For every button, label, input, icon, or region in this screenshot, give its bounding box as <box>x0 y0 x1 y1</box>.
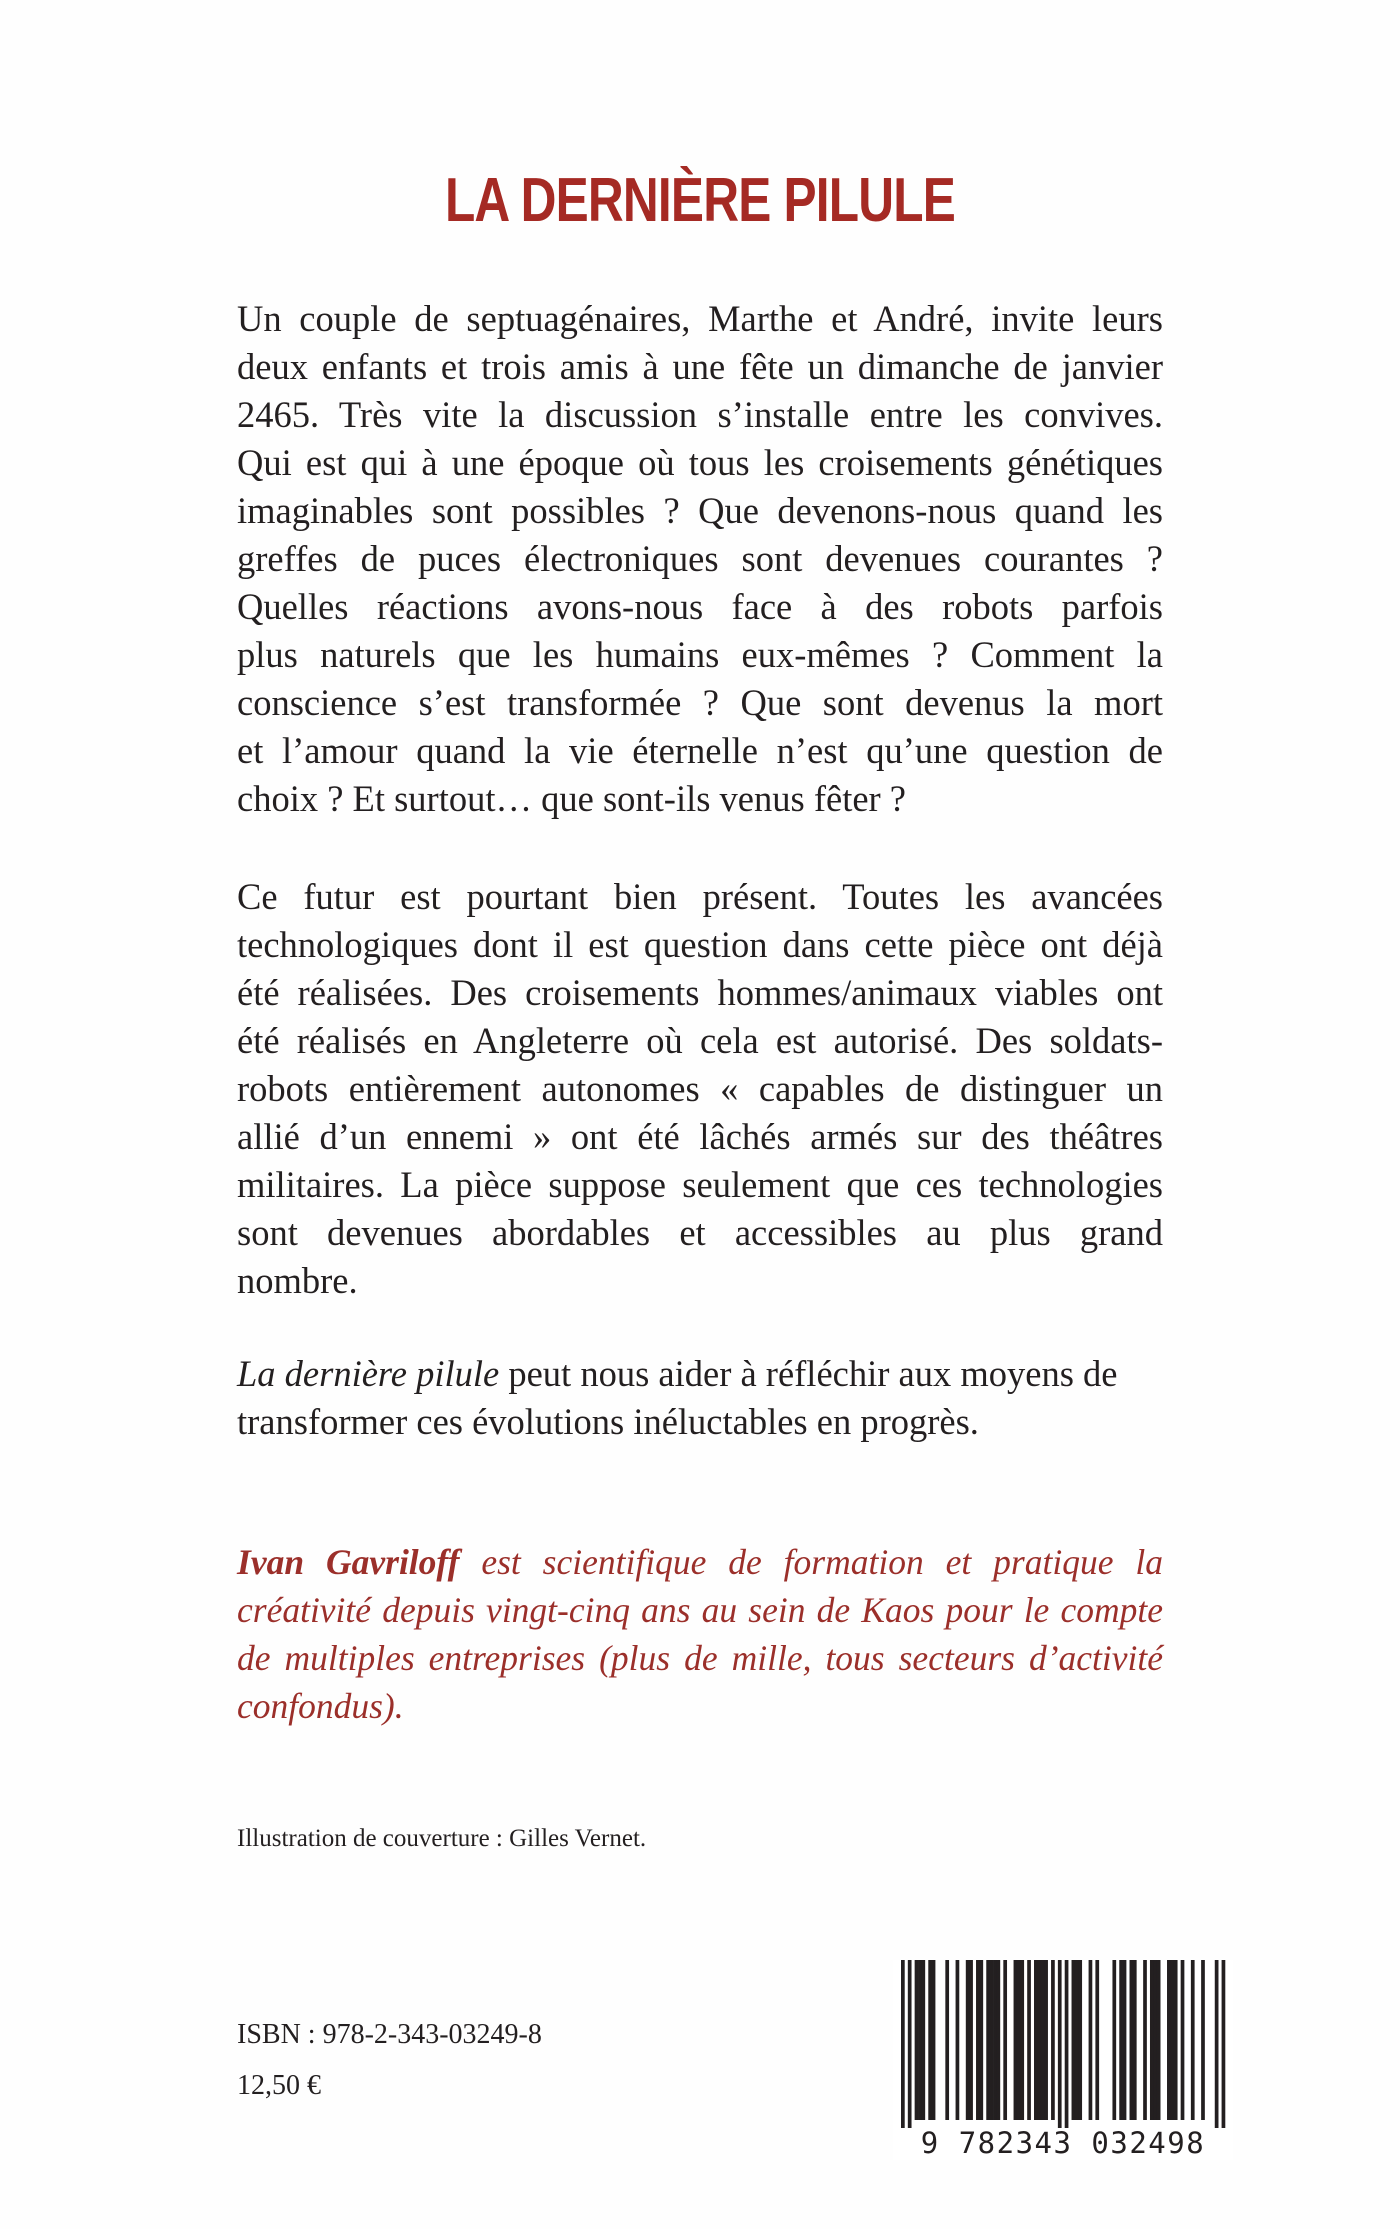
barcode-bar <box>1089 1960 1093 2120</box>
barcode-bar <box>1123 1960 1127 2120</box>
text-line: Un couple de septuagénaires, Marthe et André, invite leurs <box>237 298 1163 339</box>
barcode-digits: 9 782343 032498 <box>920 2126 1206 2160</box>
text-line: plus naturels que les humains eux-mêmes ? Comment la <box>237 634 1163 675</box>
text-line: deux enfants et trois amis à une fête un dimanche de janvier <box>237 346 1163 387</box>
book-title-italic: La dernière pilule <box>237 1353 500 1394</box>
barcode-bar <box>1150 1960 1154 2120</box>
text-line: conscience s’est transformée ? Que sont devenus la mort <box>237 682 1163 723</box>
barcode-bar <box>969 1960 973 2120</box>
text-line: 2465. Très vite la discussion s’installe entre les convives. <box>237 394 1163 435</box>
barcode-bar <box>945 1960 949 2120</box>
text-line: créativité depuis vingt-cinq ans au sein de Kaos pour le compte <box>237 1590 1163 1630</box>
text-line: sont devenues abordables et accessibles au plus grand <box>237 1212 1163 1253</box>
barcode-bar <box>1058 1960 1062 2128</box>
synopsis-paragraph-3 <box>237 1350 1163 1446</box>
barcode-bar <box>1003 1960 1007 2120</box>
text-line: été réalisés en Angleterre où cela est autorisé. Des soldats- <box>237 1020 1163 1061</box>
barcode-bar <box>1078 1960 1082 2120</box>
barcode-bar <box>966 1960 970 2120</box>
barcode-bar <box>1167 1960 1171 2120</box>
barcode-bar <box>956 1960 960 2120</box>
barcode-bar <box>1215 1960 1219 2128</box>
barcode-bar <box>1034 1960 1038 2120</box>
text-line: imaginables sont possibles ? Que devenons-nous quand les <box>237 490 1163 531</box>
text-line <box>237 1538 1163 1586</box>
barcode-bar <box>1143 1960 1147 2120</box>
text-line: allié d’un ennemi » ont été lâchés armés sur des théâtres <box>237 1116 1163 1157</box>
illustration-credit: Illustration de couverture : Gilles Vernet. <box>237 1825 647 1852</box>
barcode-bar <box>1051 1960 1055 2120</box>
text-segment: peut nous aider à réfléchir aux moyens de <box>499 1353 1118 1394</box>
text-line: confondus). <box>237 1686 404 1726</box>
text-line: été réalisées. Des croisements hommes/animaux viables ont <box>237 972 1163 1013</box>
text-line <box>237 1350 1163 1398</box>
text-line: de multiples entreprises (plus de mille, tous secteurs d’activité <box>237 1638 1163 1678</box>
barcode-bar <box>921 1960 925 2120</box>
barcode <box>893 1960 1233 2160</box>
book-title: LA DERNIÈRE PILULE <box>444 166 956 235</box>
barcode-bar <box>1170 1960 1174 2120</box>
barcode-bar <box>990 1960 994 2120</box>
text-line: Ce futur est pourtant bien présent. Toutes les avancées <box>237 876 1163 917</box>
barcode-bar <box>1181 1960 1185 2120</box>
text-segment: est scientifique de formation et pratique la <box>459 1542 1163 1582</box>
barcode-bar <box>901 1960 905 2128</box>
barcode-bar <box>1153 1960 1157 2120</box>
barcode-bar <box>915 1960 919 2120</box>
text-line: robots entièrement autonomes « capables de distinguer un <box>237 1068 1163 1109</box>
barcode-bar <box>1201 1960 1205 2120</box>
text-line: Quelles réactions avons-nous face à des robots parfois <box>237 586 1163 627</box>
barcode-bar <box>993 1960 997 2120</box>
barcode-bar <box>1017 1960 1021 2120</box>
barcode-bar <box>1157 1960 1161 2120</box>
barcode-bar <box>979 1960 983 2120</box>
barcode-bar <box>1020 1960 1024 2120</box>
barcode-bar <box>1095 1960 1099 2120</box>
synopsis-paragraph-1 <box>237 295 1163 823</box>
barcode-bar <box>932 1960 936 2120</box>
barcode-bar <box>928 1960 932 2120</box>
barcode-bar <box>1037 1960 1041 2120</box>
barcode-bar <box>1222 1960 1226 2128</box>
barcode-bar <box>1072 1960 1076 2120</box>
text-line: et l’amour quand la vie éternelle n’est qu’une question de <box>237 730 1163 771</box>
barcode-bars-icon <box>893 1960 1233 2128</box>
text-line: Qui est qui à une époque où tous les croisements génétiques <box>237 442 1163 483</box>
text-line: militaires. La pièce suppose seulement que ces technologies <box>237 1164 1163 1205</box>
barcode-bar <box>976 1960 980 2120</box>
barcode-bar <box>1112 1960 1116 2120</box>
barcode-bar <box>1044 1960 1048 2120</box>
barcode-bar <box>1014 1960 1018 2120</box>
text-line: technologiques dont il est question dans cette pièce ont déjà <box>237 924 1163 965</box>
barcode-bar <box>1119 1960 1123 2120</box>
barcode-bar <box>908 1960 912 2128</box>
author-name: Ivan Gavriloff <box>237 1542 460 1582</box>
barcode-bar <box>918 1960 922 2120</box>
barcode-bar <box>1191 1960 1195 2120</box>
author-bio <box>237 1538 1163 1730</box>
barcode-bar <box>1027 1960 1031 2120</box>
barcode-bar <box>1075 1960 1079 2120</box>
text-line: greffes de puces électroniques sont devenues courantes ? <box>237 538 1163 579</box>
barcode-bar <box>1041 1960 1045 2120</box>
text-line: choix ? Et surtout… que sont-ils venus fêter ? <box>237 778 907 819</box>
barcode-bar <box>996 1960 1000 2120</box>
isbn-number: ISBN : 978-2-343-03249-8 <box>237 2019 542 2050</box>
text-line: nombre. <box>237 1260 358 1301</box>
text-line: transformer ces évolutions inéluctables en progrès. <box>237 1401 979 1442</box>
price: 12,50 € <box>237 2070 321 2101</box>
barcode-bar <box>1174 1960 1178 2120</box>
barcode-bar <box>986 1960 990 2120</box>
barcode-bar <box>1133 1960 1137 2120</box>
synopsis-paragraph-2 <box>237 873 1163 1305</box>
barcode-bar <box>1065 1960 1069 2128</box>
barcode-bar <box>1130 1960 1134 2120</box>
